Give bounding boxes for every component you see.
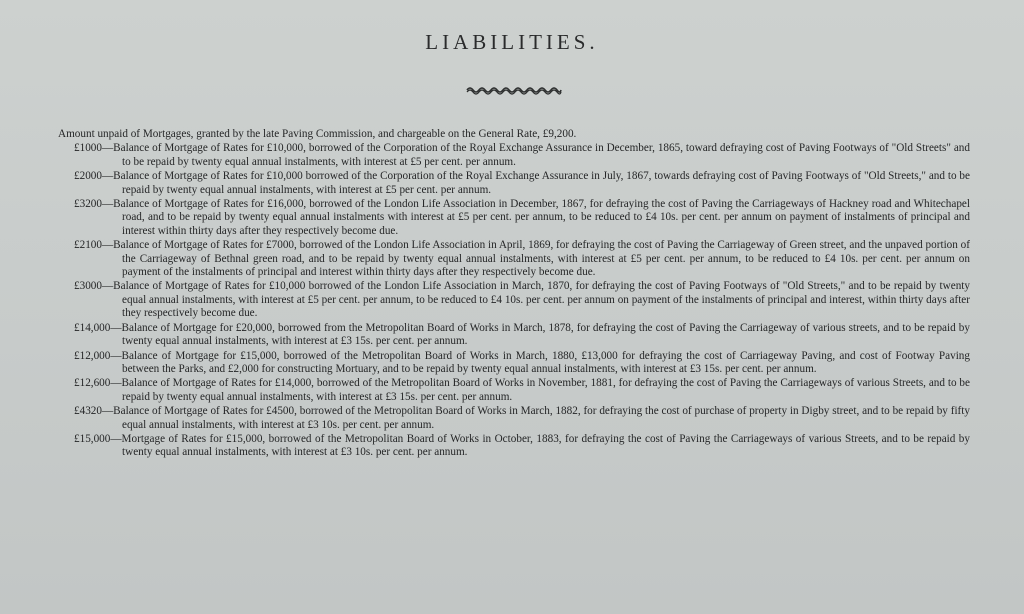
liability-entry: £3000—Balance of Mortgage of Rates for £10,000 borrowed of the London Life Association in March, 1870, for defraying the cost of Paving Footways of "Old Streets," and to be repaid by twenty equal annual instalments, with interest at £5 per cent. per annum, to be reduced to £4 10s. per cent. per annum on payment of the instalments of principal and interest, within thirty days after they respectively become due. xyxy=(74,280,970,320)
intro-paragraph: Amount unpaid of Mortgages, granted by the late Paving Commission, and chargeable on the General Rate, £9,200. xyxy=(58,128,577,140)
liability-entry: £2100—Balance of Mortgage of Rates for £7000, borrowed of the London Life Association in April, 1869, for defraying the cost of Paving the Carriageway of Green street, and the unpaved portion of the Carriageway of Bethnal green road, and to be repaid by twenty equal annual instalments, with interest at £5 per cent. per annum, to be reduced to £4 10s. per cent. per annum on payment of the instalments of principal and interest within thirty days after they respectively become due. xyxy=(74,239,970,279)
liability-entry: £12,600—Balance of Mortgage of Rates for £14,000, borrowed of the Metropolitan Board of Works in November, 1881, for defraying the cost of Paving the Carriageways of various Streets, and to be repaid by twenty equal annual instalments, with interest at £3 15s. per cent. per annum. xyxy=(74,377,970,403)
wavy-ornament xyxy=(466,84,562,96)
page-title: LIABILITIES. xyxy=(425,30,599,54)
liability-entry: £14,000—Balance of Mortgage for £20,000, borrowed from the Metropolitan Board of Works in March, 1878, for defraying the cost of Paving the Carriageway of various streets, and to be repaid by twenty equal annual instalments, with interest at £3 15s. per cent. per annum. xyxy=(74,321,970,348)
liability-entry: £2000—Balance of Mortgage of Rates for £10,000 borrowed of the Corporation of the Royal Exchange Assurance in July, 1867, towards defraying cost of Paving Footways of "Old Streets," and to be repaid by twenty equal annual instalments, with interest at £5 per cent. per annum. xyxy=(74,170,970,196)
liability-entry: £15,000—Mortgage of Rates for £15,000, borrowed of the Metropolitan Board of Works in October, 1883, for defraying the cost of Paving the Carriageways of various Streets, and to be repaid by twenty equal annual instalments, with interest at £3 10s. per cent. per annum. xyxy=(74,432,970,459)
liability-entry: £12,000—Balance of Mortgage for £15,000, borrowed of the Metropolitan Board of Works in March, 1880, £13,000 for defraying the cost of Carriageway Paving, and cost of Footway Paving between the Parks, and £2,000 for constructing Mortuary, and to be repaid by twenty equal annual instalments, with interest at £3 15s. per cent. per annum. xyxy=(74,349,970,375)
liability-entry: £1000—Balance of Mortgage of Rates for £10,000, borrowed of the Corporation of the Royal Exchange Assurance in December, 1865, toward defraying cost of Paving Footways of "Old Streets" and to be repaid by twenty equal annual instalments, with interest at £5 per cent. per annum. xyxy=(74,142,970,168)
liability-entry: £4320—Balance of Mortgage of Rates for £4500, borrowed of the Metropolitan Board of Works in March, 1882, for defraying the cost of purchase of property in Digby street, and to be repaid by fifty equal annual instalments, with interest at £3 10s. per cent. per annum. xyxy=(74,405,970,431)
liabilities-list xyxy=(58,128,970,461)
liability-entry: £3200—Balance of Mortgage of Rates for £16,000, borrowed of the London Life Association in December, 1867, for defraying the cost of Paving the Carriageways of Hackney road and Whitechapel road, and to be repaid by twenty equal annual instalments with interest at £5 per cent. per annum, to be reduced to £4 10s. per cent. per annum on payment of instalments of principal and interest within thirty days after they respectively become due. xyxy=(74,198,970,237)
